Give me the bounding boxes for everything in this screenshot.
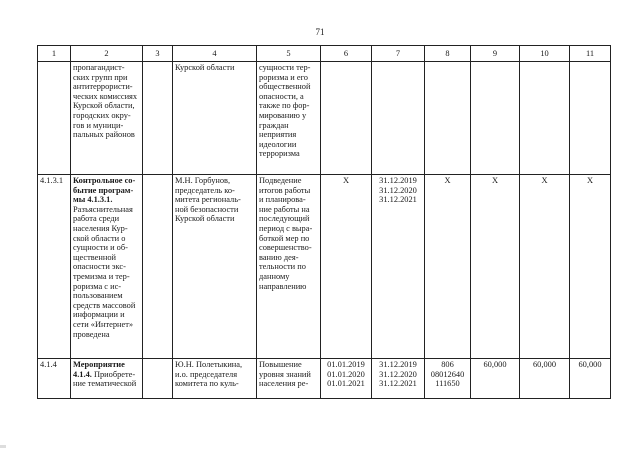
value-cell: 60,000 [570,359,611,399]
row-number: 4.1.4 [38,359,71,399]
responsible-cell: М.Н. Горбунов, председатель ко- митета региональ- ной безопасности Курской области [173,175,257,359]
row-number: 4.1.3.1 [38,175,71,359]
value-cell [520,62,570,175]
start-date-cell: 01.01.2019 01.01.2020 01.01.2021 [321,359,372,399]
value-cell: 60,000 [520,359,570,399]
header-cell: 5 [257,46,321,62]
value-cell: 60,000 [471,359,520,399]
header-cell: 6 [321,46,372,62]
end-date-cell: 31.12.2019 31.12.2020 31.12.2021 [372,359,425,399]
value-cell: X [570,175,611,359]
result-cell: Повышение уровня знаний населения ре- [257,359,321,399]
result-cell: Подведение итогов работы и планирова- ние работы на последующий период с выра- боткой мер по совершенство- ванию дея- тельности по данному направлению [257,175,321,359]
header-cell: 8 [425,46,471,62]
event-cell [71,359,143,399]
header-cell: 9 [471,46,520,62]
cell [143,62,173,175]
responsible-cell: Курской области [173,62,257,175]
end-date-cell [372,62,425,175]
header-cell: 10 [520,46,570,62]
header-cell: 11 [570,46,611,62]
header-cell: 1 [38,46,71,62]
table-row [38,175,611,359]
event-title: Мероприятие 4.1.4. [73,360,125,379]
code-cell: X [425,175,471,359]
page-number: 71 [315,27,325,37]
code-cell: 806 08012640 111650 [425,359,471,399]
value-cell [471,62,520,175]
event-description: Разъяснительная работа среди населения Кур- ской области о сущности и об- щественной опасности экс- тремизма и тер- роризма с ис- пользованием средств массовой информации и сети «Интернет» проведена [73,204,136,339]
end-date-cell: 31.12.2019 31.12.2020 31.12.2021 [372,175,425,359]
start-date-cell [321,62,372,175]
cell [143,175,173,359]
responsible-cell: Ю.Н. Полетыкина, и.о. председателя комитета по куль- [173,359,257,399]
event-cell [71,62,143,175]
value-cell: X [471,175,520,359]
header-cell: 2 [71,46,143,62]
cell [143,359,173,399]
event-cell [71,175,143,359]
header-cell: 7 [372,46,425,62]
scan-artifact [0,445,6,448]
header-cell: 4 [173,46,257,62]
header-row [38,46,611,62]
table-row [38,359,611,399]
event-description: Приобрете- ние тематической [73,369,137,389]
event-description: пропагандист- ских групп при антитеррористи- ческих комиссиях Курской области, городских окру- гов и муници- пальных районов [73,63,138,140]
code-cell [425,62,471,175]
event-title: Контрольное со- бытие програм- мы 4.1.3.1. [73,176,136,205]
start-date-cell: X [321,175,372,359]
table-row [38,62,611,175]
header-cell: 3 [143,46,173,62]
plan-table [37,45,611,399]
value-cell: X [520,175,570,359]
value-cell [570,62,611,175]
row-number [38,62,71,175]
result-cell: сущности тер- роризма и его общественной опасности, а также по фор- мированию у граждан неприятия идеологии терроризма [257,62,321,175]
